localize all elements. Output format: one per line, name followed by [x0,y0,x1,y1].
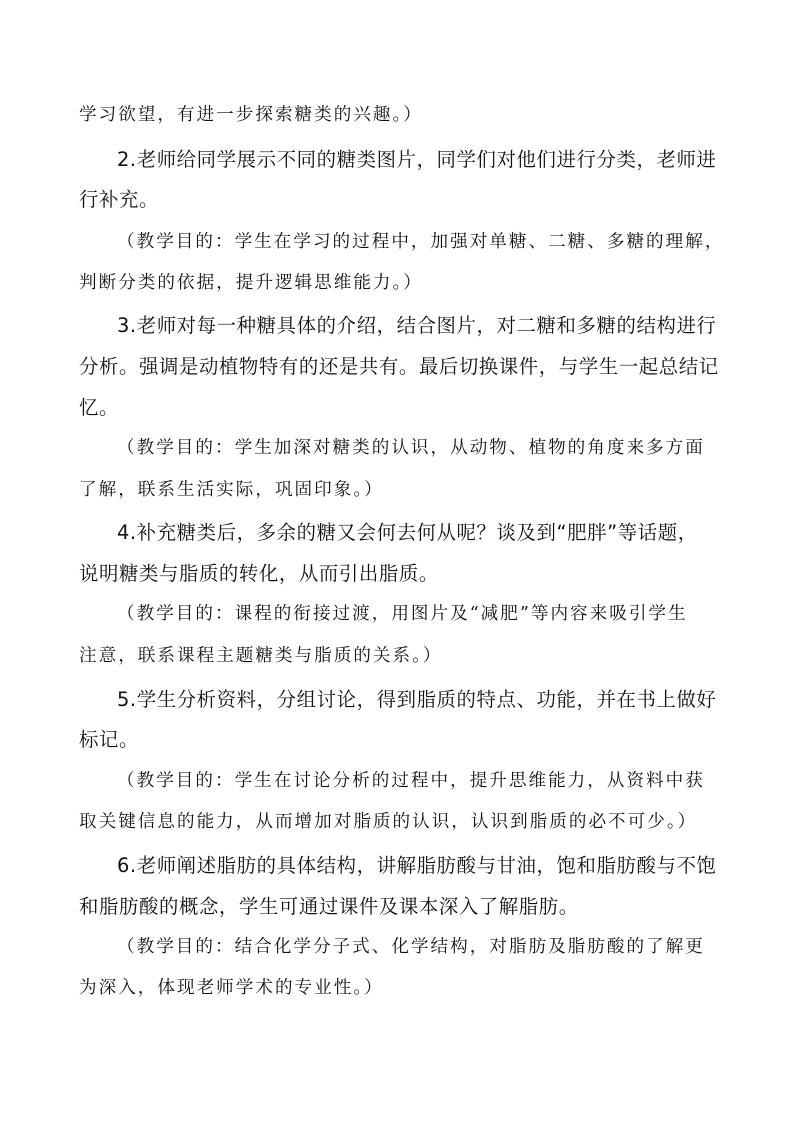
note-line: 取关键信息的能力，从而增加对脂质的认识，认识到脂质的必不可少。） [79,812,698,832]
step-6-line: 和脂肪酸的概念，学生可通过课件及课本深入了解脂肪。 [79,895,579,918]
step-6-line: 6.老师阐述脂肪的具体结构，讲解脂肪酸与甘油，饱和脂肪酸与不饱 [117,854,717,877]
note-line: （教学目的：学生在学习的过程中，加强对单糖、二糖、多糖的理解， [117,232,725,252]
note-line: 为深入，体现老师学术的专业性。） [79,978,384,998]
note-line: （教学目的：学生加深对糖类的认识，从动物、植物的角度来多方面 [117,438,705,458]
note-line: （教学目的：结合化学分子式、化学结构，对脂肪及脂肪酸的了解更 [117,937,705,957]
note-line: 学习欲望，有进一步探索糖类的兴趣。） [79,105,423,125]
step-4-line: 4.补充糖类后，多余的糖又会何去何从呢？谈及到“肥胖”等话题， [117,521,698,544]
step-3-line: 3.老师对每一种糖具体的介绍，结合图片，对二糖和多糖的结构进行 [117,314,717,337]
step-3-line: 分析。强调是动植物特有的还是共有。最后切换课件，与学生一起总结记 [79,355,719,378]
step-3-line: 忆。 [79,396,119,419]
step-2-line: 2.老师给同学展示不同的糖类图片，同学们对他们进行分类，老师进 [117,148,717,171]
note-line: （教学目的：学生在讨论分析的过程中，提升思维能力，从资料中获 [117,771,705,791]
step-5-line: 5.学生分析资料，分组讨论，得到脂质的特点、功能，并在书上做好 [117,688,717,711]
note-line: （教学目的：课程的衔接过渡，用图片及“减肥”等内容来吸引学生 [117,604,688,624]
step-5-line: 标记。 [79,728,139,751]
step-4-line: 说明糖类与脂质的转化，从而引出脂质。 [79,562,439,585]
note-line: 判断分类的依据，提升逻辑思维能力。） [79,273,423,293]
note-line: 注意，联系课程主题糖类与脂质的关系。） [79,646,443,666]
step-2-line: 行补充。 [79,188,159,211]
note-line: 了解，联系生活实际，巩固印象。） [79,480,384,500]
